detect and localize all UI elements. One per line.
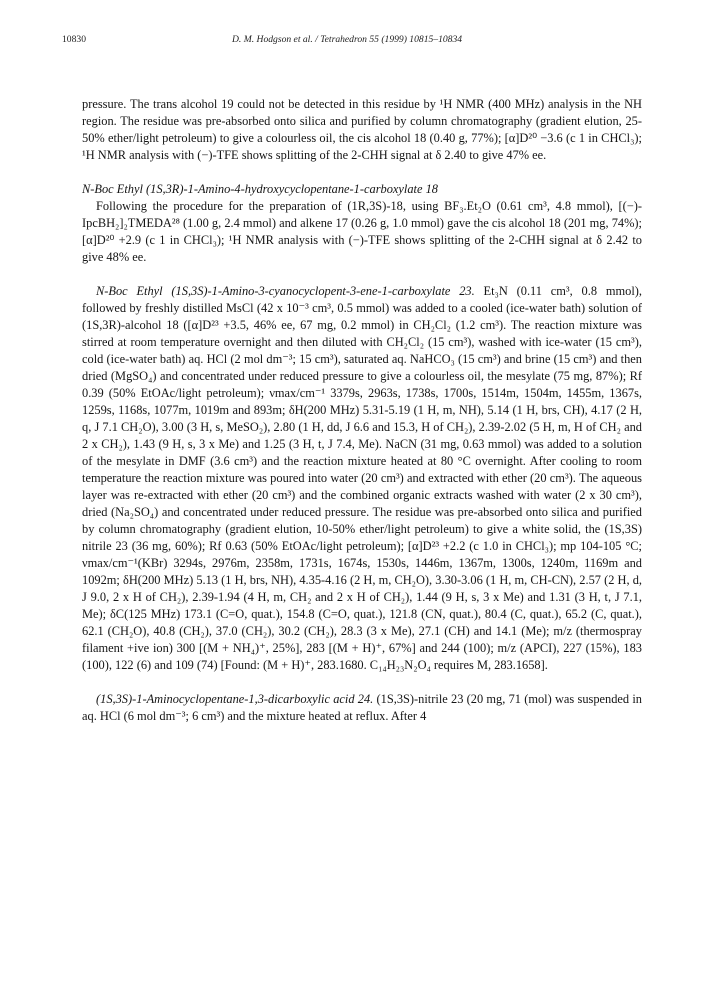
article-body [82, 96, 642, 725]
section-heading-alcohol-18: N-Boc Ethyl (1S,3R)-1-Amino-4-hydroxycyclopentane-1-carboxylate 18 [82, 182, 438, 196]
page-number: 10830 [62, 34, 86, 45]
paragraph-nitrile-23 [82, 283, 642, 674]
paragraph-pressure: pressure. The trans alcohol 19 could not be detected in this residue by ¹H NMR (400 MHz) analysis in the NH region. The residue was pre-absorbed onto silica and purified by column chromatography (gradient elution, 25-50% ether/light petroleum) to give a colourless oil, the cis alcohol 18 (0.40 g, 77%); [α]D²⁰ −3.6 (c 1 in CHCl₃); ¹H NMR analysis with (−)-TFE shows splitting of the 2-CHH signal at δ 2.40 to give 47% ee. [82, 97, 642, 162]
page-header [62, 34, 662, 50]
paragraph-nitrile-23-text: Et₃N (0.11 cm³, 0.8 mmol), followed by freshly distilled MsCl (42 x 10⁻³ cm³, 0.5 mmol) was added to a cooled (ice-water bath) solution of (1S,3R)-alcohol 18 ([α]D²³ +3.5, 46% ee, 67 mg, 0.2 mmol) in CH₂Cl₂ (1.2 cm³). The reaction mixture was stirred at room temperature overnight and then diluted with CH₂Cl₂ (15 cm³), washed with ice-water (15 cm³), cold (ice-water bath) aq. HCl (2 mol dm⁻³; 15 cm³), saturated aq. NaHCO₃ (15 cm³) and brine (15 cm³) and then dried (MgSO₄) and concentrated under reduced pressure to give a colourless oil, the mesylate (75 mg, 87%); Rf 0.39 (50% EtOAc/light petroleum); νmax/cm⁻¹ 3379s, 2963s, 1738s, 1700s, 1514m, 1504m, 1455m, 1367s, 1259s, 1168s, 1077m, 1019m and 893m; δH(200 MHz) 5.31-5.19 (1 H, m, NH), 5.14 (1 H, brs, CH), 4.17 (2 H, q, J 7.1 CH₂O), 3.00 (3 H, s, MeSO₂), 2.80 (1 H, dd, J 6.6 and 15.3, H of CH₂), 2.39-2.02 (5 H, m, H of CH₂ and 2 x CH₂), 1.43 (9 H, s, 3 x Me) and 1.25 (3 H, t, J 7.4, Me). NaCN (31 mg, 0.63 mmol) was added to a solution of the mesylate in DMF (3.6 cm³) and the reaction mixture heated at 80 °C overnight. After cooling to room temperature the reaction mixture was poured into water (20 cm³) and extracted with ether (20 cm³). The aqueous layer was re-extracted with ether (20 cm³) and the combined organic extracts washed with water (2 x 30 cm³), dried (Na₂SO₄) and concentrated under reduced pressure. The residue was pre-absorbed onto silica and purified by column chromatography (gradient elution, 10-50% ether/light petroleum) to give a white solid, the (1S,3S) nitrile 23 (36 mg, 60%); Rf 0.63 (50% EtOAc/light petroleum); [α]D²³ +2.2 (c 1.0 in CHCl₃); mp 104-105 °C; νmax/cm⁻¹(KBr) 3294s, 2976m, 2358m, 1731s, 1674s, 1530s, 1446m, 1367m, 1300s, 1240m, 1169m and 1092m; δH(200 MHz) 5.13 (1 H, brs, NH), 4.35-4.16 (2 H, m, CH₂O), 3.30-3.06 (1 H, m, CH-CN), 2.57 (2 H, d, J 9.0, 2 x H of CH₂), 2.39-1.94 (4 H, m, CH₂ and 2 x H of CH₂), 1.44 (9 H, s, 3 x Me) and 1.31 (3 H, t, J 7.1, Me); δC(125 MHz) 173.1 (C=O, quat.), 154.8 (C=O, quat.), 121.8 (CN, quat.), 80.4 (C, quat.), 65.2 (C, quat.), 62.1 (CH₂O), 40.8 (CH₂), 37.0 (CH₂), 30.2 (CH₂), 28.3 (3 x Me), 27.1 (CH) and 14.1 (Me); m/z (thermospray filament +ive ion) 300 [(M + NH₄)⁺, 25%], 283 [(M + H)⁺, 67%] and 244 (100); m/z (APCI), 227 (15%), 183 (100), 122 (6) and 109 (74) [Found: (M + H)⁺, 283.1680. C₁₄H₂₃N₂O₄ requires M, 283.1658]. [82, 284, 642, 672]
paragraph-procedure-18: Following the procedure for the preparation of (1R,3S)-18, using BF₃.Et₂O (0.61 cm³, 4.8 mmol), [(−)-IpcBH₂]₂TMEDA²⁸ (1.00 g, 2.4 mmol) and alkene 17 (0.26 g, 1.0 mmol) gave the cis alcohol 18 (201 mg, 74%); [α]D²⁰ +2.9 (c 1 in CHCl₃); ¹H NMR analysis with (−)-TFE shows splitting of the 2-CHH signal at δ 2.42 to give 48% ee. [82, 199, 642, 264]
paragraph-acid-24 [82, 691, 642, 725]
section-heading-nitrile-23: N-Boc Ethyl (1S,3S)-1-Amino-3-cyanocyclopent-3-ene-1-carboxylate 23. [96, 284, 475, 298]
paragraph-acid-24-text: (1S,3S)-nitrile 23 (20 mg, 71 (mol) was suspended in aq. HCl (6 mol dm⁻³; 6 cm³) and the mixture heated at reflux. After 4 [82, 692, 643, 723]
running-title: D. M. Hodgson et al. / Tetrahedron 55 (1999) 10815–10834 [232, 34, 463, 45]
section-heading-acid-24: (1S,3S)-1-Aminocyclopentane-1,3-dicarboxylic acid 24. [96, 692, 374, 706]
